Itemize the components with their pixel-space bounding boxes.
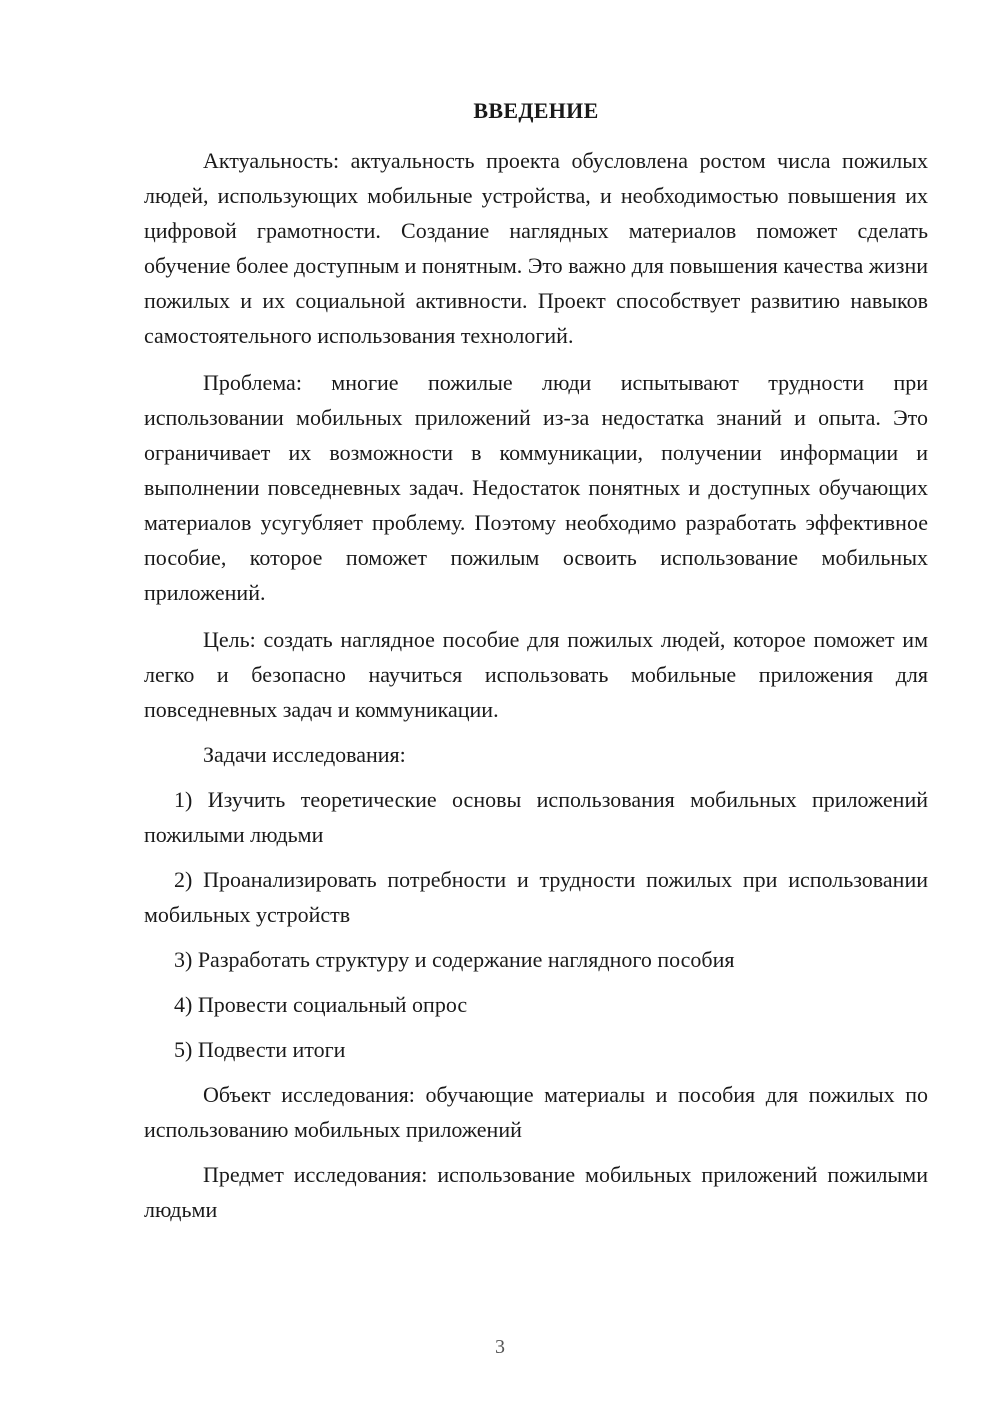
page-number: 3 [495, 1336, 505, 1358]
section-title: ВВЕДЕНИЕ [473, 98, 599, 123]
paragraph-research-object: Объект исследования: обучающие материалы и пособия для пожилых по использованию мобильных приложений [144, 1082, 928, 1142]
task-list-item-4: 4) Провести социальный опрос [174, 992, 468, 1017]
paragraph-relevance: Актуальность: актуальность проекта обусловлена ростом числа пожилых людей, использующих мобильные устройства, и необходимостью повышения их цифровой грамотности. Создание наглядных материалов поможет сделать обучение более доступным и понятным. Это важно для повышения качества жизни пожилых и их социальной активности. Проект способствует развитию навыков самостоятельного использования технологий. [144, 148, 928, 348]
paragraph-research-subject: Предмет исследования: использование мобильных приложений пожилыми людьми [144, 1162, 928, 1222]
task-list-item-3: 3) Разработать структуру и содержание наглядного пособия [174, 947, 735, 972]
task-list-item-2: 2) Проанализировать потребности и трудности пожилых при использовании мобильных устройств [144, 867, 928, 927]
paragraph-problem: Проблема: многие пожилые люди испытывают трудности при использовании мобильных приложений из-за недостатка знаний и опыта. Это ограничивает их возможности в коммуникации, получении информации и выполнении повседневных задач. Недостаток понятных и доступных обучающих материалов усугубляет проблему. Поэтому необходимо разработать эффективное пособие, которое поможет пожилым освоить использование мобильных приложений. [144, 370, 928, 605]
task-list-item-5: 5) Подвести итоги [174, 1037, 346, 1062]
paragraph-goal: Цель: создать наглядное пособие для пожилых людей, которое поможет им легко и безопасно научиться использовать мобильные приложения для повседневных задач и коммуникации. [144, 627, 928, 722]
paragraph-tasks-heading: Задачи исследования: [203, 742, 406, 767]
document-body [144, 143, 928, 1227]
task-list-item-1: 1) Изучить теоретические основы использования мобильных приложений пожилыми людьми [144, 787, 928, 847]
